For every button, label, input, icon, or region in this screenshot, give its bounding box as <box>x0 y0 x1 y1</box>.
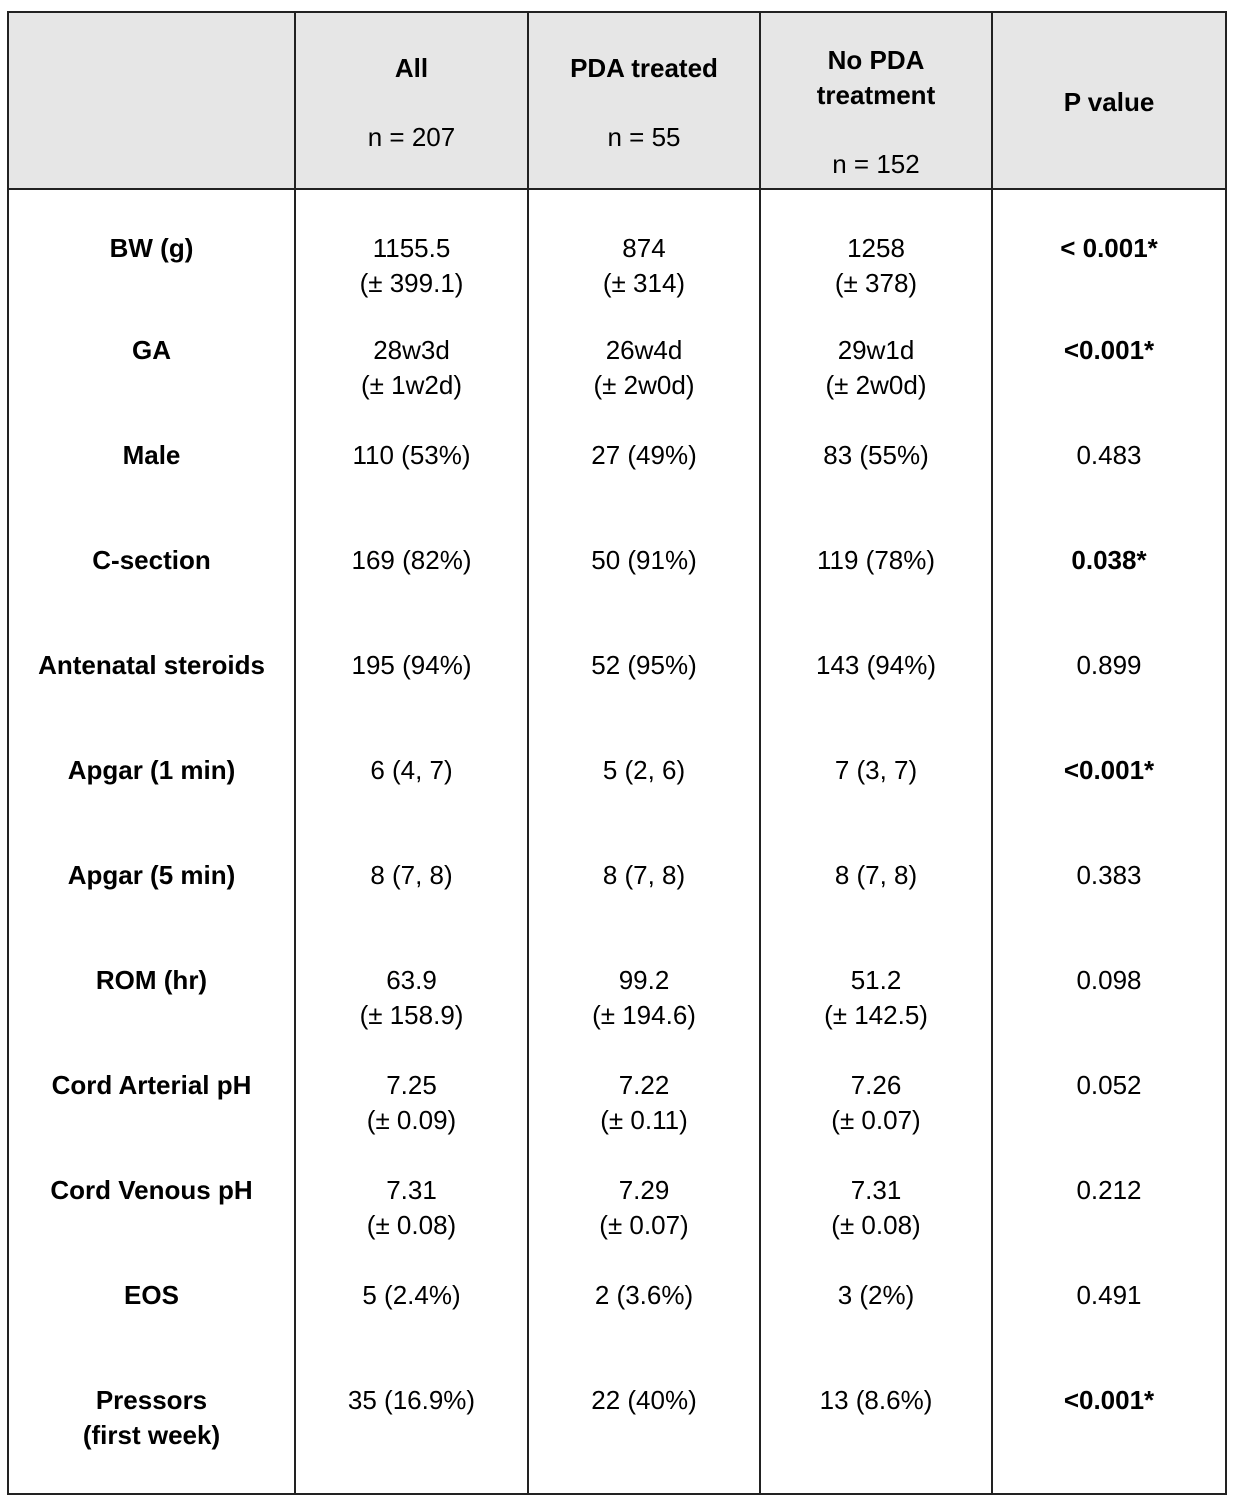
row-label-cell <box>8 333 295 438</box>
p-value: 0.899 <box>1076 650 1142 680</box>
no-pda-value-line: (± 0.07) <box>831 1105 921 1135</box>
no-pda-value-line: 7.31 <box>850 1175 902 1205</box>
p-value-cell <box>992 858 1226 963</box>
p-value-cell <box>992 753 1226 858</box>
row-label-line: Cord Arterial pH <box>51 1070 252 1100</box>
no-pda-value-cell <box>760 1173 992 1278</box>
all-value-line: 7.25 <box>386 1070 437 1100</box>
p-value: 0.383 <box>1076 860 1142 890</box>
p-value: <0.001* <box>1063 755 1155 785</box>
pda-treated-value-cell <box>528 189 760 333</box>
all-value-line: 35 (16.9%) <box>347 1385 476 1415</box>
pda-treated-value-cell <box>528 438 760 543</box>
table-header <box>8 12 1226 189</box>
no-pda-value-cell <box>760 1278 992 1383</box>
no-pda-value-line: 7.26 <box>850 1070 902 1100</box>
no-pda-value-line: 119 (78%) <box>816 545 936 575</box>
pda-treated-value-line: (± 194.6) <box>592 1000 696 1030</box>
header-nopda-n: n = 152 <box>832 149 920 179</box>
all-value-line: (± 1w2d) <box>361 370 462 400</box>
pda-treated-value-cell <box>528 1173 760 1278</box>
all-value-line: 28w3d <box>373 335 450 365</box>
row-label-line: EOS <box>124 1280 179 1310</box>
table-row <box>8 438 1226 543</box>
pda-treated-value-line: 22 (40%) <box>591 1385 697 1415</box>
pda-treated-value-line: (± 314) <box>602 268 686 298</box>
all-value-cell <box>295 543 528 648</box>
row-label-cell <box>8 963 295 1068</box>
header-all <box>295 12 528 189</box>
all-value-cell <box>295 438 528 543</box>
table-row <box>8 1173 1226 1278</box>
row-label-cell <box>8 1278 295 1383</box>
no-pda-value-cell <box>760 963 992 1068</box>
all-value-cell <box>295 1173 528 1278</box>
no-pda-value-line: (± 378) <box>834 268 918 298</box>
table-body <box>8 189 1226 1494</box>
p-value-cell <box>992 438 1226 543</box>
pda-treated-value-line: 27 (49%) <box>591 440 697 470</box>
table-row <box>8 1383 1226 1494</box>
pda-treated-value-line: (± 0.11) <box>600 1105 688 1135</box>
p-value: 0.212 <box>1076 1175 1142 1205</box>
table-row <box>8 858 1226 963</box>
row-label-line: Apgar (5 min) <box>67 860 236 890</box>
all-value-cell <box>295 1068 528 1173</box>
row-label-line: Apgar (1 min) <box>67 755 236 785</box>
p-value-cell <box>992 333 1226 438</box>
header-nopda-label-line1: No PDA <box>827 45 925 75</box>
pda-treated-value-line: 50 (91%) <box>591 545 697 575</box>
table-row <box>8 963 1226 1068</box>
header-nopda-label-line2: treatment <box>816 80 936 110</box>
p-value-cell <box>992 648 1226 753</box>
no-pda-value-line: 143 (94%) <box>816 650 936 680</box>
all-value-cell <box>295 963 528 1068</box>
p-value: 0.491 <box>1076 1280 1142 1310</box>
pda-treated-value-line: 7.22 <box>618 1070 670 1100</box>
header-pda-n: n = 55 <box>607 122 681 152</box>
row-label-line: ROM (hr) <box>95 965 208 995</box>
pda-treated-value-cell <box>528 543 760 648</box>
all-value-line: 169 (82%) <box>351 545 472 575</box>
p-value-cell <box>992 1173 1226 1278</box>
p-value-cell <box>992 543 1226 648</box>
table-row <box>8 333 1226 438</box>
all-value-line: (± 0.09) <box>366 1105 457 1135</box>
all-value-line: 6 (4, 7) <box>370 755 453 785</box>
no-pda-value-line: (± 2w0d) <box>825 370 927 400</box>
p-value-cell <box>992 963 1226 1068</box>
row-label-cell <box>8 753 295 858</box>
baseline-characteristics-table <box>7 11 1227 1495</box>
p-value: < 0.001* <box>1060 233 1158 263</box>
no-pda-value-cell <box>760 648 992 753</box>
row-label-line: Cord Venous pH <box>50 1175 253 1205</box>
table-row <box>8 543 1226 648</box>
all-value-line: 8 (7, 8) <box>370 860 453 890</box>
row-label-cell <box>8 1383 295 1494</box>
table-row <box>8 753 1226 858</box>
p-value-cell <box>992 189 1226 333</box>
no-pda-value-line: (± 142.5) <box>824 1000 928 1030</box>
header-pda-label: PDA treated <box>570 53 718 83</box>
row-label-cell <box>8 189 295 333</box>
row-label-line: Antenatal steroids <box>38 650 265 680</box>
all-value-line: (± 0.08) <box>366 1210 457 1240</box>
pda-treated-value-cell <box>528 1383 760 1494</box>
row-label-line: GA <box>132 335 171 365</box>
row-label-cell <box>8 1173 295 1278</box>
all-value-line: (± 158.9) <box>359 1000 464 1030</box>
all-value-cell <box>295 1383 528 1494</box>
no-pda-value-cell <box>760 438 992 543</box>
no-pda-value-cell <box>760 1068 992 1173</box>
no-pda-value-line: 7 (3, 7) <box>834 755 918 785</box>
all-value-line: 7.31 <box>386 1175 437 1205</box>
row-label-line: BW (g) <box>109 233 194 263</box>
pda-treated-value-line: 7.29 <box>618 1175 670 1205</box>
header-no-pda-treatment <box>760 12 992 189</box>
header-nopda-label <box>761 13 991 113</box>
no-pda-value-line: 51.2 <box>850 965 902 995</box>
p-value-cell <box>992 1278 1226 1383</box>
all-value-line: 195 (94%) <box>351 650 472 680</box>
pda-treated-value-line: 8 (7, 8) <box>602 860 686 890</box>
p-value: 0.483 <box>1076 440 1142 470</box>
no-pda-value-line: 13 (8.6%) <box>819 1385 933 1415</box>
header-pda-treated <box>528 12 760 189</box>
pda-treated-value-cell <box>528 963 760 1068</box>
row-label-line: Male <box>122 440 181 470</box>
table-row <box>8 648 1226 753</box>
p-value-cell <box>992 1383 1226 1494</box>
row-label-cell <box>8 543 295 648</box>
no-pda-value-line: 83 (55%) <box>823 440 929 470</box>
pda-treated-value-line: 5 (2, 6) <box>602 755 686 785</box>
row-label-line: C-section <box>92 545 211 575</box>
row-label-line: Pressors <box>95 1385 208 1415</box>
pda-treated-value-line: 99.2 <box>618 965 670 995</box>
no-pda-value-line: (± 0.08) <box>831 1210 921 1240</box>
pda-treated-value-line: 2 (3.6%) <box>594 1280 694 1310</box>
all-value-cell <box>295 648 528 753</box>
p-value: <0.001* <box>1063 335 1155 365</box>
p-value: 0.052 <box>1076 1070 1142 1100</box>
all-value-cell <box>295 189 528 333</box>
pda-treated-value-line: (± 0.07) <box>599 1210 689 1240</box>
pda-treated-value-line: 52 (95%) <box>591 650 697 680</box>
no-pda-value-cell <box>760 543 992 648</box>
no-pda-value-cell <box>760 1383 992 1494</box>
p-value: <0.001* <box>1063 1385 1155 1415</box>
no-pda-value-cell <box>760 333 992 438</box>
no-pda-value-cell <box>760 858 992 963</box>
no-pda-value-line: 8 (7, 8) <box>834 860 918 890</box>
table-row <box>8 1068 1226 1173</box>
no-pda-value-cell <box>760 189 992 333</box>
pda-treated-value-line: (± 2w0d) <box>593 370 695 400</box>
pda-treated-value-cell <box>528 753 760 858</box>
row-label-cell <box>8 858 295 963</box>
no-pda-value-line: 1258 <box>847 233 905 263</box>
all-value-cell <box>295 753 528 858</box>
pda-treated-value-line: 26w4d <box>605 335 683 365</box>
row-label-cell <box>8 438 295 543</box>
no-pda-value-line: 29w1d <box>837 335 915 365</box>
table-row <box>8 1278 1226 1383</box>
header-all-label: All <box>394 53 429 83</box>
all-value-cell <box>295 858 528 963</box>
no-pda-value-cell <box>760 753 992 858</box>
row-label-line: (first week) <box>82 1420 221 1450</box>
pda-treated-value-cell <box>528 333 760 438</box>
pda-treated-value-cell <box>528 1068 760 1173</box>
pda-treated-value-cell <box>528 858 760 963</box>
header-p-label: P value <box>1063 87 1155 117</box>
row-label-cell <box>8 648 295 753</box>
pda-treated-value-line: 874 <box>622 233 666 263</box>
all-value-line: 1155.5 <box>372 233 451 263</box>
row-label-cell <box>8 1068 295 1173</box>
pda-treated-value-cell <box>528 1278 760 1383</box>
no-pda-value-line: 3 (2%) <box>837 1280 915 1310</box>
header-blank-cell <box>8 12 295 189</box>
p-value: 0.098 <box>1076 965 1142 995</box>
all-value-line: 5 (2.4%) <box>362 1280 461 1310</box>
header-all-n: n = 207 <box>367 122 456 152</box>
header-p-value <box>992 12 1226 189</box>
pda-treated-value-cell <box>528 648 760 753</box>
p-value-cell <box>992 1068 1226 1173</box>
all-value-cell <box>295 333 528 438</box>
header-row <box>8 12 1226 189</box>
all-value-line: (± 399.1) <box>359 268 464 298</box>
table-row <box>8 189 1226 333</box>
all-value-line: 110 (53%) <box>352 440 471 470</box>
all-value-line: 63.9 <box>386 965 437 995</box>
all-value-cell <box>295 1278 528 1383</box>
p-value: 0.038* <box>1071 545 1147 575</box>
